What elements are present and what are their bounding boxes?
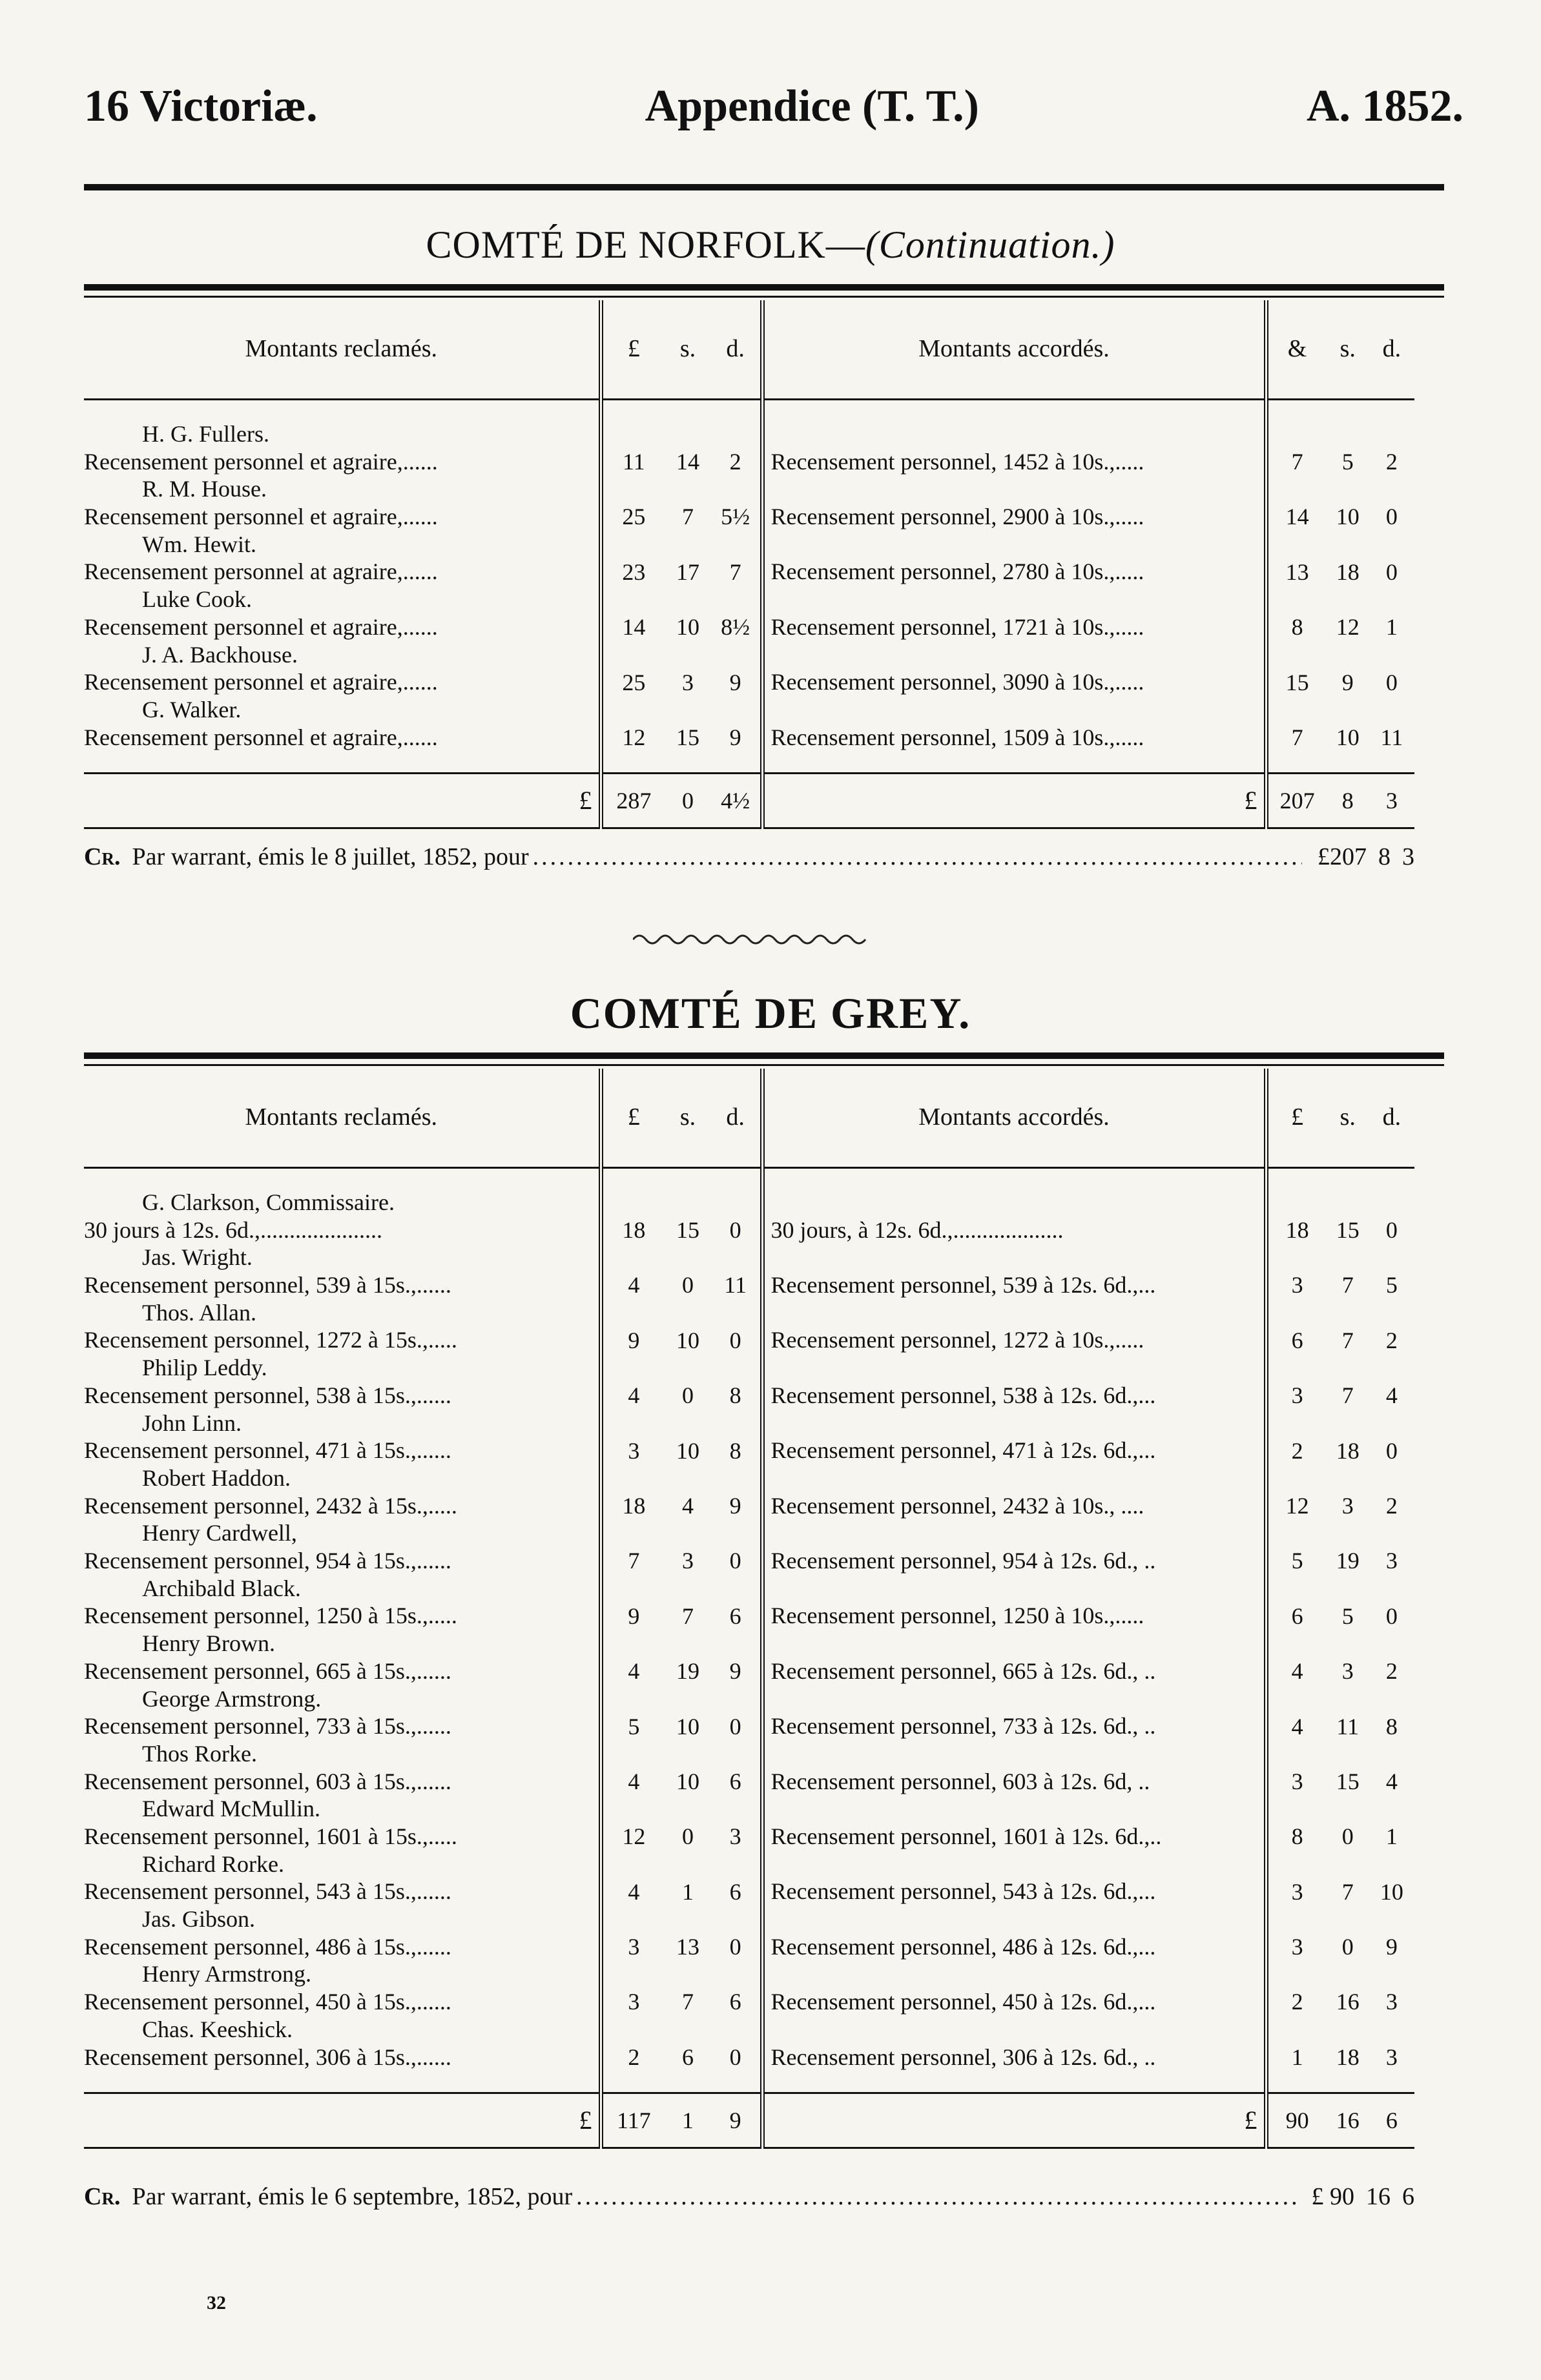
- claimed-lsd-header: £ s. d.: [601, 1069, 762, 1168]
- lsd-amount: 18 4 9: [622, 1492, 741, 1519]
- table-row: [84, 1767, 1414, 1796]
- claimant-name: H. G. Fullers.: [84, 421, 601, 447]
- claimant-name-row: [84, 2016, 1414, 2043]
- lsd-amount: 3 0 9: [1291, 1934, 1398, 1960]
- claimant-name-row: [84, 1410, 1414, 1437]
- lsd-amount: 6 5 0: [1291, 1603, 1398, 1629]
- table-row: [84, 1437, 1414, 1465]
- claimant-name-row: [84, 1686, 1414, 1712]
- claim-description: Recensement personnel, 450 à 15s.,......: [84, 1988, 601, 2016]
- lsd-amount: 207 8 3: [1279, 787, 1398, 814]
- claimant-name-row: [84, 1575, 1414, 1602]
- total-row: [84, 2093, 1414, 2148]
- claimant-name-row: [84, 1465, 1414, 1492]
- granted-description: Recensement personnel, 1601 à 12s. 6d.,..: [762, 1823, 1266, 1851]
- lsd-amount: 9 7 6: [628, 1603, 741, 1629]
- claim-description: Recensement personnel et agraire,......: [84, 668, 601, 697]
- credit-text: Par warrant, émis le 6 septembre, 1852, pour: [132, 2183, 573, 2210]
- lsd-amount: 9 10 0: [628, 1327, 741, 1353]
- header-session: 16 Victoriæ.: [84, 81, 318, 131]
- lsd-amount: 287 0 4½: [616, 787, 750, 814]
- claimant-name-row: [84, 697, 1414, 723]
- claim-description: Recensement personnel, 2432 à 15s.,.....: [84, 1492, 601, 1520]
- granted-description: Recensement personnel, 733 à 12s. 6d., ..: [762, 1712, 1266, 1741]
- lsd-amount: 8 0 1: [1291, 1823, 1398, 1850]
- norfolk-top-rule-thin: [84, 296, 1444, 298]
- lsd-amount: 12 15 9: [622, 724, 741, 750]
- header-appendix: Appendice (T. T.): [645, 81, 979, 131]
- claim-description: Recensement personnel, 1250 à 15s.,.....: [84, 1602, 601, 1630]
- table-row: [84, 1933, 1414, 1961]
- lsd-amount: 5 10 0: [628, 1713, 741, 1739]
- grey-top-rule: [84, 1052, 1444, 1059]
- grey-credit-line: [84, 2182, 1414, 2211]
- lsd-amount: 3 7 5: [1291, 1272, 1398, 1298]
- granted-description: Recensement personnel, 1250 à 10s.,.....: [762, 1602, 1266, 1630]
- claimant-name-row: [84, 1244, 1414, 1271]
- running-header: [84, 77, 1463, 136]
- claimant-name-row: [84, 1189, 1414, 1216]
- lsd-amount: 8 12 1: [1291, 614, 1398, 641]
- total-currency: £: [762, 2093, 1266, 2148]
- lsd-amount: 4 11 8: [1291, 1713, 1398, 1739]
- lsd-amount: 25 7 5½: [622, 504, 750, 530]
- lsd-amount: 90 16 6: [1285, 2107, 1398, 2133]
- table-row: [84, 1988, 1414, 2016]
- claim-description: 30 jours à 12s. 6d.,.....................: [84, 1216, 601, 1244]
- total-row: [84, 774, 1414, 828]
- granted-description: Recensement personnel, 2780 à 10s.,.....: [762, 558, 1266, 586]
- claimant-name-row: [84, 1741, 1414, 1767]
- granted-description: Recensement personnel, 306 à 12s. 6d., ..: [762, 2043, 1266, 2071]
- claimant-name-row: [84, 531, 1414, 558]
- table-row: [84, 1547, 1414, 1575]
- credit-label: Cr.: [84, 2183, 121, 2210]
- lsd-amount: 6 7 2: [1291, 1327, 1398, 1353]
- lsd-amount: 3 7 10: [1291, 1878, 1403, 1905]
- table-row: [84, 1492, 1414, 1520]
- claimant-name: Richard Rorke.: [84, 1851, 601, 1878]
- claim-description: Recensement personnel, 1601 à 15s.,.....: [84, 1823, 601, 1851]
- table-row: [84, 1712, 1414, 1741]
- granted-lsd-header: £ s. d.: [1266, 1069, 1414, 1168]
- claimant-name-row: [84, 1961, 1414, 1987]
- granted-description: Recensement personnel, 538 à 12s. 6d.,...: [762, 1382, 1266, 1410]
- lsd-amount: 4 0 8: [628, 1382, 741, 1409]
- claimant-name: Luke Cook.: [84, 586, 601, 613]
- claimant-name: George Armstrong.: [84, 1686, 601, 1712]
- claimant-name: Jas. Wright.: [84, 1244, 601, 1271]
- claim-description: Recensement personnel et agraire,......: [84, 613, 601, 642]
- norfolk-header-row: [84, 300, 1414, 400]
- granted-description: Recensement personnel, 954 à 12s. 6d., ..: [762, 1547, 1266, 1575]
- claim-description: Recensement personnel, 543 à 15s.,......: [84, 1878, 601, 1906]
- lsd-amount: 4 3 2: [1291, 1658, 1398, 1685]
- claimant-name: Henry Brown.: [84, 1630, 601, 1657]
- table-row: [84, 668, 1414, 697]
- table-row: [84, 1657, 1414, 1686]
- claimed-header: Montants reclamés.: [84, 1069, 601, 1168]
- claimant-name: Wm. Hewit.: [84, 531, 601, 558]
- lsd-amount: 4 0 11: [628, 1272, 747, 1298]
- granted-description: Recensement personnel, 1721 à 10s.,.....: [762, 613, 1266, 642]
- table-row: [84, 1602, 1414, 1630]
- claim-description: Recensement personnel, 538 à 15s.,......: [84, 1382, 601, 1410]
- section-divider-ornament: [633, 927, 891, 952]
- granted-description: Recensement personnel, 2900 à 10s.,.....: [762, 503, 1266, 531]
- norfolk-account-table: [84, 300, 1414, 829]
- claim-description: Recensement personnel, 486 à 15s.,......: [84, 1933, 601, 1961]
- claim-description: Recensement personnel at agraire,......: [84, 558, 601, 586]
- lsd-amount: 7 5 2: [1291, 449, 1398, 475]
- claimant-name-row: [84, 1355, 1414, 1381]
- claimant-name: Jas. Gibson.: [84, 1906, 601, 1933]
- norfolk-title: COMTÉ DE NORFOLK—(Continuation.): [426, 223, 1115, 266]
- claim-description: Recensement personnel, 954 à 15s.,......: [84, 1547, 601, 1575]
- header-year: A. 1852.: [1306, 81, 1463, 131]
- granted-description: Recensement personnel, 665 à 12s. 6d., ..: [762, 1657, 1266, 1686]
- norfolk-top-rule: [84, 284, 1444, 291]
- claimant-name: Henry Armstrong.: [84, 1961, 601, 1987]
- lsd-amount: 23 17 7: [622, 559, 741, 585]
- lsd-amount: 5 19 3: [1291, 1548, 1398, 1574]
- claim-description: Recensement personnel, 665 à 15s.,......: [84, 1657, 601, 1686]
- page-number: 32: [207, 2292, 226, 2313]
- claim-description: Recensement personnel, 733 à 15s.,......: [84, 1712, 601, 1741]
- claimant-name-row: [84, 586, 1414, 613]
- lsd-amount: 18 15 0: [1285, 1217, 1398, 1243]
- lsd-amount: 12 0 3: [622, 1823, 741, 1850]
- granted-description: Recensement personnel, 2432 à 10s., ....: [762, 1492, 1266, 1520]
- claimant-name-row: [84, 476, 1414, 502]
- claim-description: Recensement personnel et agraire,......: [84, 447, 601, 476]
- lsd-amount: 14 10 8½: [622, 614, 750, 641]
- grey-title: COMTÉ DE GREY.: [570, 989, 971, 1038]
- granted-description: Recensement personnel, 1452 à 10s.,.....: [762, 447, 1266, 476]
- claimant-name-row: [84, 1906, 1414, 1933]
- granted-header: Montants accordés.: [762, 300, 1266, 400]
- claimant-name: Edward McMullin.: [84, 1796, 601, 1822]
- lsd-amount: 14 10 0: [1285, 504, 1398, 530]
- granted-description: Recensement personnel, 1272 à 10s.,.....: [762, 1326, 1266, 1355]
- header-rule: [84, 184, 1444, 190]
- claim-description: Recensement personnel, 603 à 15s.,......: [84, 1767, 601, 1796]
- lsd-amount: 12 3 2: [1285, 1492, 1398, 1519]
- granted-description: Recensement personnel, 450 à 12s. 6d.,...: [762, 1988, 1266, 2016]
- lsd-amount: 11 14 2: [622, 449, 741, 475]
- table-row: [84, 1216, 1414, 1244]
- lsd-amount: 7 3 0: [628, 1548, 741, 1574]
- table-row: [84, 1823, 1414, 1851]
- lsd-amount: 117 1 9: [616, 2107, 741, 2133]
- lsd-amount: 3 15 4: [1291, 1768, 1398, 1794]
- table-row: [84, 2043, 1414, 2071]
- table-row: [84, 1271, 1414, 1300]
- granted-description: Recensement personnel, 1509 à 10s.,.....: [762, 723, 1266, 752]
- table-row: [84, 447, 1414, 476]
- credit-label: Cr.: [84, 843, 121, 870]
- claimant-name-row: [84, 642, 1414, 668]
- grey-header-row: [84, 1069, 1414, 1168]
- lsd-amount: 4 19 9: [628, 1658, 741, 1685]
- claimant-name: Chas. Keeshick.: [84, 2016, 601, 2043]
- lsd-amount: 3 10 8: [628, 1437, 741, 1464]
- granted-header: Montants accordés.: [762, 1069, 1266, 1168]
- granted-lsd-header: & s. d.: [1266, 300, 1414, 400]
- claimant-name: Robert Haddon.: [84, 1465, 601, 1492]
- claimed-header: Montants reclamés.: [84, 300, 601, 400]
- credit-amount: £ 90 16 6: [1311, 2183, 1414, 2210]
- grey-account-table: [84, 1069, 1414, 2149]
- table-row: [84, 503, 1414, 531]
- claimant-name-row: [84, 1520, 1414, 1546]
- granted-description: Recensement personnel, 603 à 12s. 6d, ..: [762, 1767, 1266, 1796]
- granted-description: Recensement personnel, 539 à 12s. 6d.,...: [762, 1271, 1266, 1300]
- lsd-amount: 1 18 3: [1291, 2044, 1398, 2070]
- lsd-amount: 2 18 0: [1291, 1437, 1398, 1464]
- claimant-name: J. A. Backhouse.: [84, 642, 601, 668]
- credit-text: Par warrant, émis le 8 juillet, 1852, pour: [132, 843, 529, 870]
- claim-description: Recensement personnel, 306 à 15s.,......: [84, 2043, 601, 2071]
- claimant-name: Thos Rorke.: [84, 1741, 601, 1767]
- claimant-name-row: [84, 1630, 1414, 1657]
- total-currency: £: [84, 774, 601, 828]
- lsd-amount: 15 9 0: [1285, 669, 1398, 695]
- claimant-name-row: [84, 421, 1414, 447]
- claimant-name-row: [84, 1300, 1414, 1326]
- grey-top-rule-thin: [84, 1064, 1444, 1066]
- claimant-name-row: [84, 1796, 1414, 1822]
- lsd-amount: 25 3 9: [622, 669, 741, 695]
- lsd-amount: 3 7 6: [628, 1989, 741, 2015]
- table-row: [84, 1878, 1414, 1906]
- lsd-amount: 3 7 4: [1291, 1382, 1398, 1409]
- granted-description: Recensement personnel, 543 à 12s. 6d.,...: [762, 1878, 1266, 1906]
- table-row: [84, 1326, 1414, 1355]
- granted-description: 30 jours, à 12s. 6d.,...................: [762, 1216, 1266, 1244]
- claimant-name: R. M. House.: [84, 476, 601, 502]
- lsd-amount: 3 13 0: [628, 1934, 741, 1960]
- claimant-name: Archibald Black.: [84, 1575, 601, 1602]
- claimant-name: John Linn.: [84, 1410, 601, 1437]
- table-row: [84, 613, 1414, 642]
- claimant-name: Thos. Allan.: [84, 1300, 601, 1326]
- claimed-lsd-header: £ s. d.: [601, 300, 762, 400]
- claimant-name: G. Clarkson, Commissaire.: [84, 1189, 601, 1216]
- total-currency: £: [762, 774, 1266, 828]
- table-row: [84, 723, 1414, 752]
- granted-description: Recensement personnel, 486 à 12s. 6d.,...: [762, 1933, 1266, 1961]
- claimant-name-row: [84, 1851, 1414, 1878]
- norfolk-credit-line: [84, 843, 1414, 871]
- claim-description: Recensement personnel, 539 à 15s.,......: [84, 1271, 601, 1300]
- total-currency: £: [84, 2093, 601, 2148]
- claimant-name: Philip Leddy.: [84, 1355, 601, 1381]
- table-row: [84, 1382, 1414, 1410]
- granted-description: Recensement personnel, 471 à 12s. 6d.,...: [762, 1437, 1266, 1465]
- leader-dots: [576, 2182, 1296, 2211]
- claimant-name: Henry Cardwell,: [84, 1520, 601, 1546]
- credit-amount: £207 8 3: [1318, 843, 1414, 870]
- lsd-amount: 4 10 6: [628, 1768, 741, 1794]
- granted-description: Recensement personnel, 3090 à 10s.,.....: [762, 668, 1266, 697]
- table-row: [84, 558, 1414, 586]
- lsd-amount: 2 6 0: [628, 2044, 741, 2070]
- claim-description: Recensement personnel, 471 à 15s.,......: [84, 1437, 601, 1465]
- lsd-amount: 18 15 0: [622, 1217, 741, 1243]
- lsd-amount: 2 16 3: [1291, 1989, 1398, 2015]
- claim-description: Recensement personnel, 1272 à 15s.,.....: [84, 1326, 601, 1355]
- claim-description: Recensement personnel et agraire,......: [84, 723, 601, 752]
- lsd-amount: 13 18 0: [1285, 559, 1398, 585]
- claim-description: Recensement personnel et agraire,......: [84, 503, 601, 531]
- lsd-amount: 7 10 11: [1291, 724, 1403, 750]
- claimant-name: G. Walker.: [84, 697, 601, 723]
- lsd-amount: 4 1 6: [628, 1878, 741, 1905]
- leader-dots: [533, 843, 1302, 871]
